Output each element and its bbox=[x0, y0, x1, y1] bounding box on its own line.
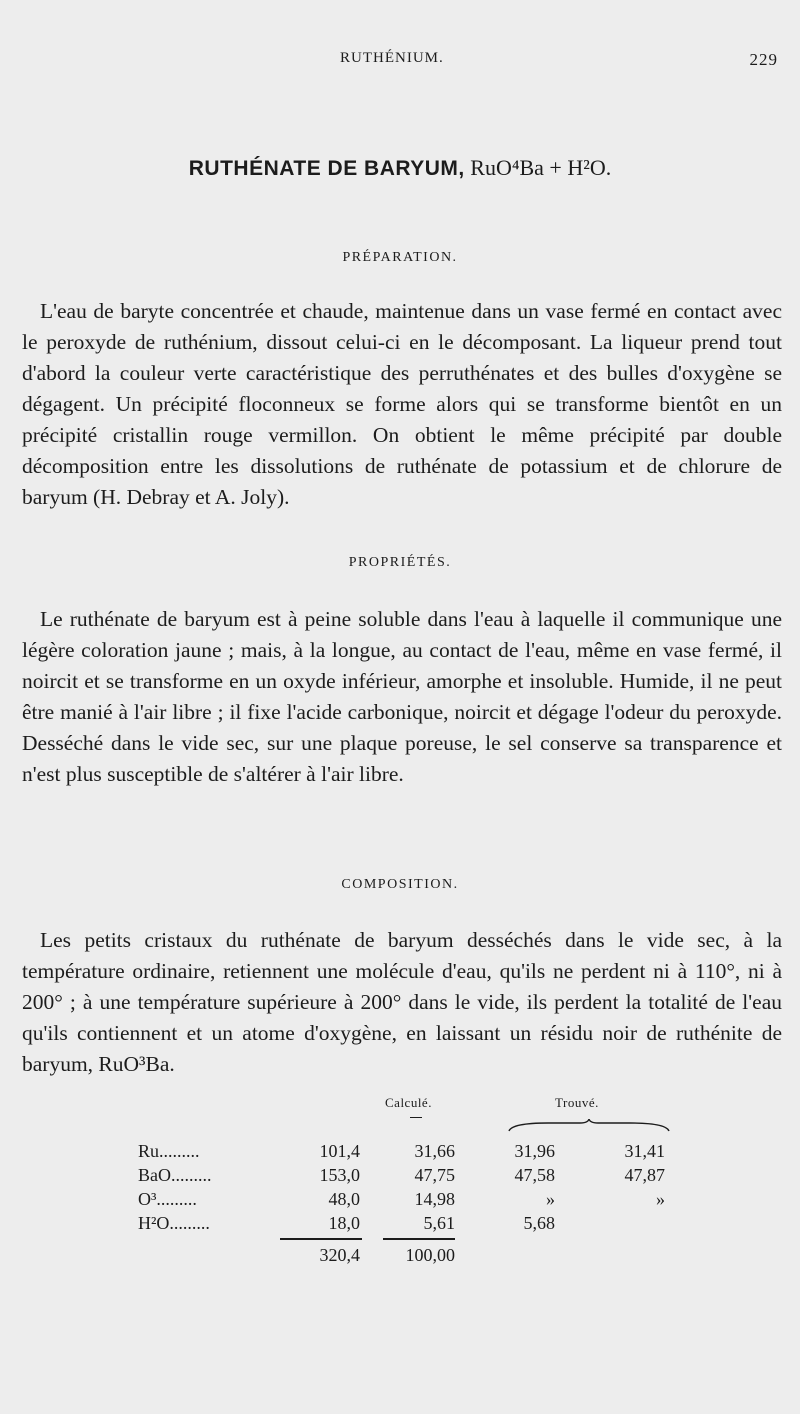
row-found-2: » bbox=[656, 1189, 665, 1209]
column-header-trouve: Trouvé. bbox=[555, 1095, 599, 1110]
row-label: BaO......... bbox=[138, 1165, 212, 1185]
row-found-2: 47,87 bbox=[624, 1165, 665, 1185]
section-heading-proprietes: PROPRIÉTÉS. bbox=[348, 555, 452, 570]
row-found-1: 5,68 bbox=[523, 1213, 555, 1233]
running-head-title: RUTHÉNIUM. bbox=[340, 50, 444, 66]
paragraph-proprietes: Le ruthénate de baryum est à peine soluble dans l'eau à laquelle il communique une légère coloration jaune ; mais, à la longue, au contact de l'eau, même en vase fermé, il noircit et se transforme en un oxyde inférieur, amorphe et insoluble. Humide, il ne peut être manié à l'air libre ; il fixe l'acide carbonique, noircit et dégage l'odeur du peroxyde. Desséché dans le vide sec, sur une plaque poreuse, le sel conserve sa transparence et n'est plus susceptible de s'altérer à l'air libre. bbox=[22, 607, 782, 786]
row-weight: 48,0 bbox=[328, 1189, 360, 1209]
total-calculated: 100,00 bbox=[405, 1245, 455, 1265]
row-found-1: 47,58 bbox=[514, 1165, 555, 1185]
row-weight: 101,4 bbox=[319, 1141, 360, 1161]
section-heading-composition: COMPOSITION. bbox=[341, 877, 459, 892]
sum-rule-weight bbox=[280, 1238, 362, 1240]
composition-table bbox=[130, 1095, 690, 1275]
paragraph-composition: Les petits cristaux du ruthénate de baryum desséchés dans le vide sec, à la température ordinaire, retiennent une molécule d'eau, qu'ils ne perdent ni à 110°, ni à 200° ; à une température supérieure à 200° dans le vide, ils perdent la totalité de l'eau qu'ils contiennent et un atome d'oxygène, en laissant un résidu noir de ruthénite de baryum, RuO³Ba. bbox=[22, 928, 782, 1076]
running-head bbox=[0, 50, 800, 72]
sum-rule-calculated bbox=[383, 1238, 455, 1240]
table-row bbox=[130, 1213, 690, 1237]
table-row bbox=[130, 1141, 690, 1165]
row-calculated: 31,66 bbox=[414, 1141, 455, 1161]
compound-formula: RuO⁴Ba + H²O. bbox=[470, 155, 612, 180]
compound-title bbox=[0, 155, 800, 181]
totals-row bbox=[130, 1245, 690, 1269]
row-weight: 153,0 bbox=[319, 1165, 360, 1185]
row-found-1: 31,96 bbox=[514, 1141, 555, 1161]
paragraph-preparation: L'eau de baryte concentrée et chaude, maintenue dans un vase fermé en contact avec le peroxyde de ruthénium, dissout celui-ci en le décomposant. La liqueur prend tout d'abord la couleur verte caractéristique des perruthénates et des bulles d'oxygène se dégagent. Un précipité floconneux se forme alors qui se transforme bientôt en un précipité cristallin rouge vermillon. On obtient le même précipité par double décomposition entre les dissolutions de ruthénate de potassium et de chlorure de baryum (H. Debray et A. Joly). bbox=[22, 299, 782, 509]
row-found-2: 31,41 bbox=[624, 1141, 665, 1161]
row-found-1: » bbox=[546, 1189, 555, 1209]
total-weight: 320,4 bbox=[319, 1245, 360, 1265]
column-header-calcule: Calculé. bbox=[385, 1095, 432, 1110]
section-heading-preparation: PRÉPARATION. bbox=[342, 250, 458, 265]
page-number: 229 bbox=[749, 50, 778, 69]
row-calculated: 5,61 bbox=[423, 1213, 455, 1233]
table-row bbox=[130, 1165, 690, 1189]
row-calculated: 47,75 bbox=[414, 1165, 455, 1185]
table-row bbox=[130, 1189, 690, 1213]
header-dash bbox=[410, 1117, 422, 1118]
row-label: O³......... bbox=[138, 1189, 197, 1209]
row-weight: 18,0 bbox=[328, 1213, 360, 1233]
row-calculated: 14,98 bbox=[414, 1189, 455, 1209]
trouve-brace bbox=[508, 1119, 670, 1133]
row-label: H²O......... bbox=[138, 1213, 210, 1233]
row-label: Ru......... bbox=[138, 1141, 200, 1161]
compound-name: RUTHÉNATE DE BARYUM, bbox=[188, 157, 465, 180]
